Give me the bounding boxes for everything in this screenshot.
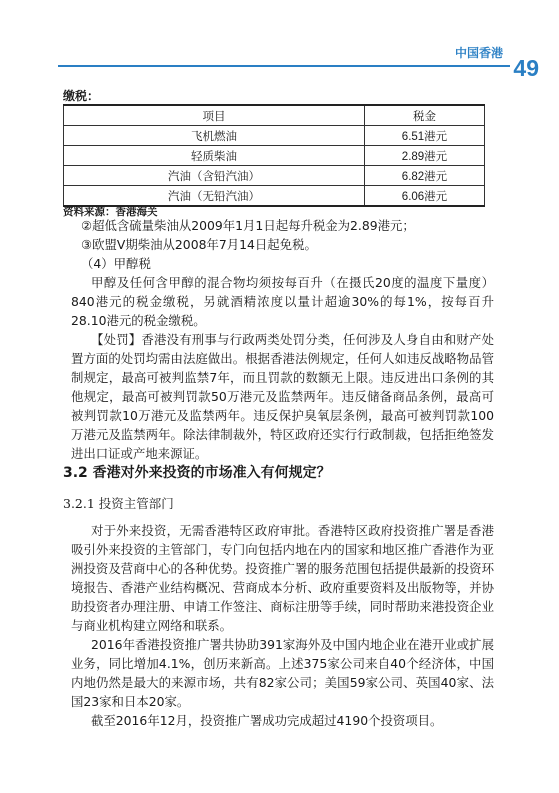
table-row (64, 186, 485, 207)
notes-block (71, 216, 494, 463)
table-source: 资料来源：香港海关 (63, 206, 158, 218)
table-cell-tax: 6.06港元 (365, 186, 485, 207)
header-rule (58, 65, 510, 67)
page-number: 49 (513, 55, 539, 81)
section-heading: 3.2 香港对外来投资的市场准入有何规定？ (63, 465, 331, 481)
table-row (64, 166, 485, 186)
investment-body (71, 521, 494, 730)
table-cell-tax: 2.89港元 (365, 146, 485, 166)
note-eu-diesel: ③欧盟V期柴油从2008年7月14日起免税。 (81, 237, 317, 252)
investment-paragraph: 对于外来投资，无需香港特区政府审批。香港特区政府投资推广署是香港吸引外来投资的主管部门，专门向包括内地在内的国家和地区推广香港作为亚洲投资及营商中心的各种优势。投资推广署的服务范围包括提供最新的投资环境报告、香港产业结构概况、营商成本分析、政府重要资料及出版物等，并协助投资者办理注册、申请工作签注、商标注册等手续，同时帮助来港投资企业与商业机构建立网络和联系。 (71, 523, 494, 633)
table-cell-item: 汽油（含铅汽油） (64, 166, 365, 186)
investment-paragraph: 截至2016年12月，投资推广署成功完成超过4190个投资项目。 (91, 713, 443, 728)
tax-table (63, 104, 485, 207)
table-row (64, 146, 485, 166)
column-header-tax: 税金 (365, 105, 485, 126)
methanol-paragraph: 甲醇及任何含甲醇的混合物均须按每百升（在摄氏20度的温度下量度）840港元的税金缴税，另就酒精浓度以量计超逾30%的每1%，按每百升28.10港元的税金缴税。 (71, 275, 494, 328)
investment-paragraph: 2016年香港投资推广署共协助391家海外及中国内地企业在港开业或扩展业务，同比增加4.1%，创历来新高。上述375家公司来自40个经济体，中国内地仍然是最大的来源市场，共有82家公司；美国59家公司、英国40家、法国23家和日本20家。 (71, 637, 494, 709)
table-cell-item: 飞机燃油 (64, 126, 365, 146)
table-cell-tax: 6.51港元 (365, 126, 485, 146)
header-section-label: 中国香港 (454, 46, 503, 60)
penalty-paragraph: 【处罚】香港没有刑事与行政两类处罚分类，任何涉及人身自由和财产处置方面的处罚均需由法庭做出。根据香港法例规定，任何人如违反战略物品管制规定，最高可被判监禁7年，而且罚款的数额无上限。违反进出口条例的其他规定，最高可被判罚款50万港元及监禁两年。违反储备商品条例，最高可被判罚款10万港元及监禁两年。违反保护臭氧层条例，最高可被判罚款100万港元及监禁两年。除法律制裁外，特区政府还实行行政制裁，包括拒绝签发进出口证或产地来源证。 (71, 332, 494, 461)
table-header-row (64, 105, 485, 126)
note-diesel: ②超低含硫量柴油从2009年1月1日起每升税金为2.89港元； (81, 218, 415, 233)
table-cell-item: 汽油（无铅汽油） (64, 186, 365, 207)
methanol-heading: （4）甲醇税 (81, 256, 151, 271)
subsection-heading: 3.2.1 投资主管部门 (63, 496, 174, 511)
table-cell-item: 轻质柴油 (64, 146, 365, 166)
tax-table-caption: 缴税： (63, 89, 100, 103)
table-row (64, 126, 485, 146)
column-header-item: 项目 (64, 105, 365, 126)
table-cell-tax: 6.82港元 (365, 166, 485, 186)
